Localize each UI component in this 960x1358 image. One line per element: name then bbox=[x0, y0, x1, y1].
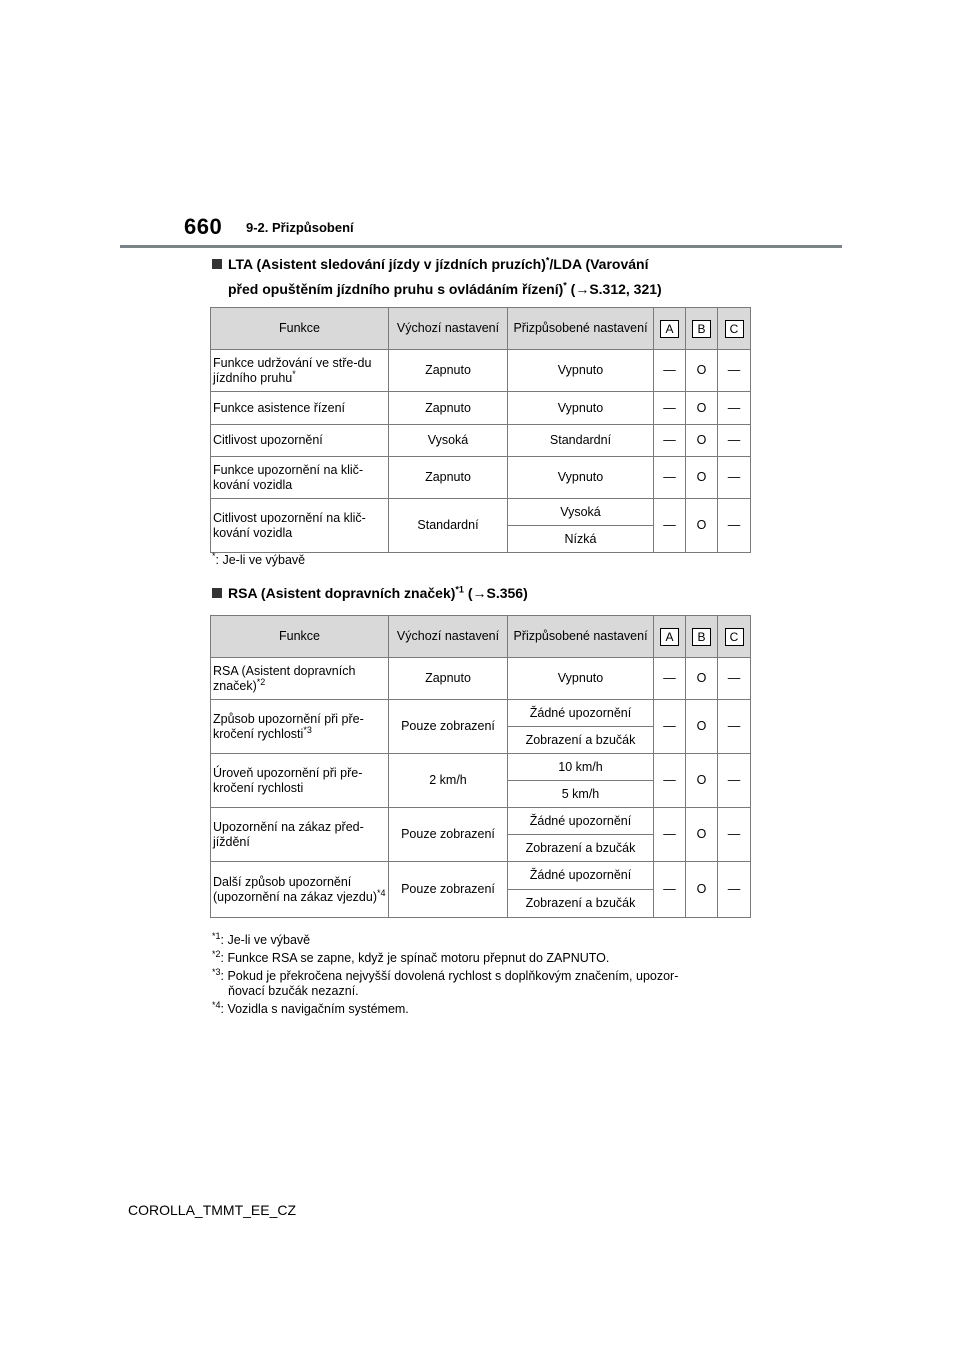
column-header-a: A bbox=[660, 628, 679, 646]
table-row: Citlivost upozornění na klič-kování vozidla Standardní Vysoká — O — bbox=[211, 499, 751, 526]
page-number: 660 bbox=[184, 214, 223, 239]
footnote-4: $^{*4}$: Vozidla s navigačním systémem. bbox=[212, 999, 409, 1016]
header-rule bbox=[120, 245, 842, 248]
table-row: Upozornění na zákaz před-jíždění Pouze zobrazení Žádné upozornění — O — bbox=[211, 808, 751, 835]
table-row: 5 km/h bbox=[211, 781, 751, 808]
table-row: Funkce upozornění na klič-kování vozidla Zapnuto Vypnuto — O — bbox=[211, 457, 751, 499]
table-row: Zobrazení a bzučák bbox=[211, 727, 751, 754]
column-header-c: C bbox=[725, 628, 744, 646]
chapter-title: 9-2. Přizpůsobení bbox=[246, 220, 354, 235]
table-row: Citlivost upozornění Vysoká Standardní — O — bbox=[211, 425, 751, 457]
column-header-c: C bbox=[725, 320, 744, 338]
section-heading-rsa: RSA (Asistent dopravních značek)$^{*1}$ (→S.356) bbox=[212, 581, 772, 606]
table-row: Zobrazení a bzučák bbox=[211, 835, 751, 862]
footnote-2: $^{*2}$: Funkce RSA se zapne, když je spínač motoru přepnut do ZAPNUTO. bbox=[212, 948, 610, 965]
column-header-custom: Přizpůsobené nastavení bbox=[508, 308, 654, 350]
table-row: Nízká bbox=[211, 526, 751, 553]
column-header-default: Výchozí nastavení bbox=[389, 616, 508, 658]
column-header-a: A bbox=[660, 320, 679, 338]
square-bullet-icon bbox=[212, 588, 222, 598]
table-row: Další způsob upozornění (upozornění na zákaz vjezdu)$^{*4}$ Pouze zobrazení Žádné upozornění — O — bbox=[211, 862, 751, 890]
table-row: Úroveň upozornění při pře-kročení rychlosti 2 km/h 10 km/h — O — bbox=[211, 754, 751, 781]
column-header-function: Funkce bbox=[211, 308, 389, 350]
table-header-row bbox=[211, 616, 751, 658]
table-row: Způsob upozornění při pře-kročení rychlosti$^{*3}$ Pouze zobrazení Žádné upozornění — O — bbox=[211, 700, 751, 727]
section-heading-lta: LTA (Asistent sledování jízdy v jízdních pruzích)*/LDA (Varování před opuštěním jízdního pruhu s ovládáním řízení)* (→S.312, 321) bbox=[212, 252, 772, 302]
rsa-settings-table bbox=[210, 615, 751, 918]
table-header-row bbox=[211, 308, 751, 350]
footnote-lta: *: Je-li ve výbavě bbox=[212, 550, 306, 567]
table-row: Zobrazení a bzučák bbox=[211, 890, 751, 918]
square-bullet-icon bbox=[212, 259, 222, 269]
table-row: RSA (Asistent dopravních značek)$^{*2}$ Zapnuto Vypnuto — O — bbox=[211, 658, 751, 700]
column-header-custom: Přizpůsobené nastavení bbox=[508, 616, 654, 658]
column-header-b: B bbox=[692, 628, 711, 646]
table-row: Funkce udržování ve stře-du jízdního pruhu* Zapnuto Vypnuto — O — bbox=[211, 350, 751, 392]
column-header-b: B bbox=[692, 320, 711, 338]
lta-settings-table bbox=[210, 307, 751, 553]
column-header-default: Výchozí nastavení bbox=[389, 308, 508, 350]
footnote-3: $^{*3}$: Pokud je překročena nejvyšší dovolená rychlost s doplňkovým značením, upozor- ňovací bzučák nezazní. bbox=[212, 966, 679, 998]
table-row: Funkce asistence řízení Zapnuto Vypnuto — O — bbox=[211, 392, 751, 425]
footnotes-rsa bbox=[212, 930, 772, 1017]
document-code: COROLLA_TMMT_EE_CZ bbox=[128, 1202, 297, 1218]
footnote-1: $^{*1}$: Je-li ve výbavě bbox=[212, 930, 311, 947]
column-header-function: Funkce bbox=[211, 616, 389, 658]
